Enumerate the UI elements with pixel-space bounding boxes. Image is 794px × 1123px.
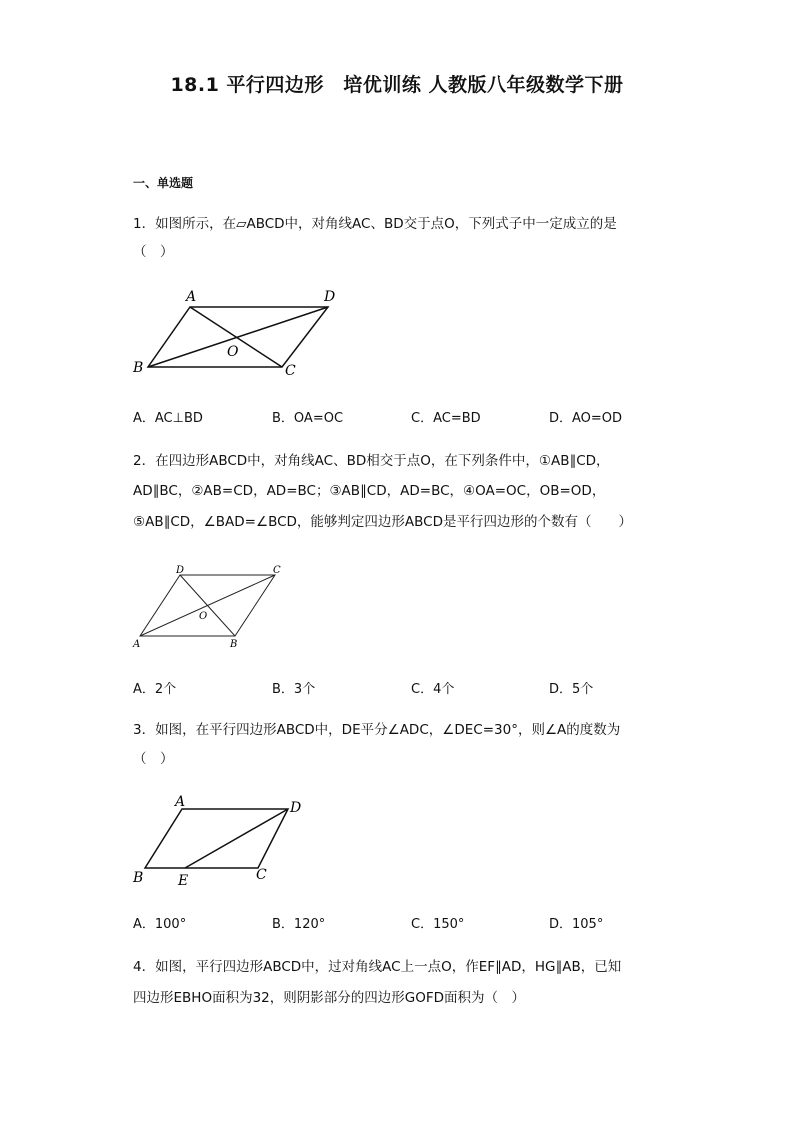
q1-option-a[interactable]: A．AC⊥BD — [133, 411, 203, 426]
q3-label-a: A — [175, 794, 186, 810]
q3-figure — [130, 793, 320, 893]
q2-stem-line1: 2．在四边形ABCD中，对角线AC、BD相交于点O，在下列条件中，①AB∥CD， — [133, 453, 610, 469]
q2-stem-line3: ⑤AB∥CD，∠BAD=∠BCD，能够判定四边形ABCD是平行四边形的个数有（ ） — [133, 514, 633, 530]
q3-parallelogram — [145, 809, 288, 868]
q3-stem-line2: （ ） — [133, 751, 174, 767]
section-heading: 一、单选题 — [133, 176, 194, 190]
page-title: 18.1 平行四边形 培优训练 人教版八年级数学下册 — [170, 74, 624, 96]
q2-option-b[interactable]: B．3个 — [272, 682, 316, 697]
q2-label-o: O — [199, 611, 208, 622]
q1-figure — [130, 285, 350, 385]
q3-option-a[interactable]: A．100° — [133, 917, 187, 932]
q2-figure — [130, 563, 300, 653]
q1-option-c[interactable]: C．AC=BD — [411, 411, 481, 426]
q2-option-d[interactable]: D．5个 — [549, 682, 594, 697]
q4-stem-line1: 4．如图，平行四边形ABCD中，过对角线AC上一点O，作EF∥AD，HG∥AB，已知 — [133, 959, 622, 975]
q3-option-b[interactable]: B．120° — [272, 917, 326, 932]
q2-option-a[interactable]: A．2个 — [133, 682, 177, 697]
q2-label-a: A — [133, 639, 141, 650]
q4-stem-line2: 四边形EBHO面积为32，则阴影部分的四边形GOFD面积为（ ） — [133, 990, 525, 1006]
q1-option-d[interactable]: D．AO=OD — [549, 411, 623, 426]
q2-label-d: D — [176, 565, 185, 576]
q2-diagonal-bd — [180, 575, 235, 636]
q1-label-d: D — [324, 289, 336, 305]
q2-label-b: B — [230, 639, 238, 650]
q1-label-b: B — [133, 360, 144, 376]
q3-label-c: C — [256, 867, 267, 883]
q2-stem-line2: AD∥BC，②AB=CD，AD=BC；③AB∥CD，AD=BC，④OA=OC，OB=OD， — [133, 483, 606, 499]
q1-stem-line1: 1．如图所示，在▱ABCD中，对角线AC、BD交于点O，下列式子中一定成立的是 — [133, 216, 617, 232]
q2-label-c: C — [273, 565, 281, 576]
q1-label-a: A — [186, 289, 197, 305]
q3-label-e: E — [178, 873, 189, 889]
q1-option-b[interactable]: B．OA=OC — [272, 411, 344, 426]
q3-label-d: D — [290, 800, 302, 816]
q1-stem-line2: （ ） — [133, 244, 174, 260]
q2-option-c[interactable]: C．4个 — [411, 682, 455, 697]
q3-stem-line1: 3．如图，在平行四边形ABCD中，DE平分∠ADC，∠DEC=30°，则∠A的度数为 — [133, 722, 621, 738]
q3-option-d[interactable]: D．105° — [549, 917, 604, 932]
q3-label-b: B — [133, 870, 144, 886]
q1-label-o: O — [227, 344, 239, 360]
q3-option-c[interactable]: C．150° — [411, 917, 465, 932]
q1-label-c: C — [285, 363, 296, 379]
